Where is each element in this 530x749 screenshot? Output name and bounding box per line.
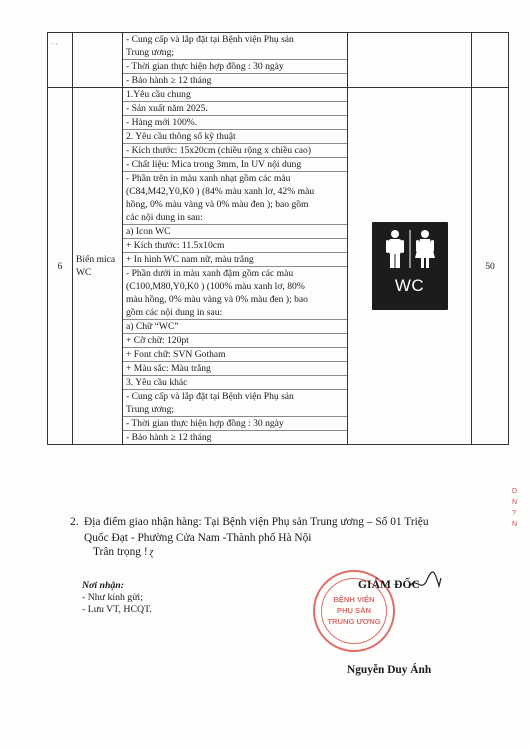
- description-line: gồm các nội dung in sau:: [126, 307, 223, 318]
- quantity-cell: [472, 88, 509, 445]
- stamp-line: PHỤ SẢN: [336, 606, 372, 615]
- description-line: - Thời gian thực hiện hợp đồng : 30 ngày: [123, 59, 347, 73]
- description-line: + Kích thước: 11.5x10cm: [123, 238, 347, 252]
- recipients-title: Nơi nhận:: [82, 580, 125, 591]
- description-cell: [123, 88, 348, 445]
- description-line: - Phần dưới in màu xanh đậm gồm các màu: [123, 266, 347, 280]
- director-title: GIÁM ĐỐC: [358, 579, 421, 591]
- stamp-line: TRUNG ƯƠNG: [327, 617, 381, 626]
- description-line: - Cung cấp và lắp đặt tại Bệnh viện Phụ sản: [123, 389, 347, 403]
- description-line: + Font chữ: SVN Gotham: [123, 347, 347, 361]
- description-line: - Chất liệu: Mica trong 3mm, In UV nội dung: [123, 157, 347, 171]
- edge-mark: ?: [512, 510, 516, 517]
- edge-mark: N: [512, 521, 518, 528]
- description-line: + Màu sắc: Màu trắng: [123, 361, 347, 375]
- description-line: màu hồng, 0% màu vàng và 0% màu đen ); bao: [126, 294, 308, 305]
- description-line: + In hình WC nam nữ, màu trắng: [123, 252, 347, 266]
- item-name-line: Biển mica: [76, 254, 116, 265]
- description-line: - Thời gian thực hiện hợp đồng : 30 ngày: [123, 416, 347, 430]
- stt-cell: [48, 88, 73, 445]
- delivery-paragraph: [70, 514, 504, 546]
- description-cell: [123, 33, 348, 88]
- recipient-item: - Lưu VT, HCQT.: [82, 604, 152, 615]
- name-cell: [73, 88, 123, 445]
- description-line: 2. Yêu cầu thông số kỹ thuật: [123, 129, 347, 143]
- corner-mark: . ,: [52, 40, 58, 46]
- initial-mark: ɀ: [149, 547, 154, 558]
- stt-cell: [48, 33, 73, 88]
- description-line: (C84,M42,Y0,K0 ) (84% màu xanh lơ, 42% màu: [126, 186, 315, 197]
- handwritten-signature: [405, 568, 445, 598]
- description-line: - Bảo hành ≥ 12 tháng: [123, 73, 347, 87]
- description-line: - Cung cấp và lắp đặt tại Bệnh viện Phụ sản: [126, 34, 294, 45]
- wc-sign-text: WC: [394, 276, 425, 295]
- description-line: Trung ương;: [126, 47, 175, 58]
- director-name: Nguyễn Duy Ánh: [347, 664, 432, 676]
- description-line: a) Icon WC: [123, 224, 347, 238]
- description-line: - Hàng mới 100%.: [123, 115, 347, 129]
- edge-mark: D: [512, 488, 518, 495]
- stamp-line: BỆNH VIỆN: [333, 595, 375, 604]
- closing-regards: [93, 546, 154, 558]
- recipients-block: [82, 580, 152, 616]
- paragraph-number: 2.: [70, 516, 79, 528]
- name-cell: [73, 33, 123, 88]
- description-line: Trung ương;: [126, 404, 175, 415]
- description-line: hồng, 0% màu vàng và 0% màu đen ); bao gồm: [126, 199, 309, 210]
- description-line: a) Chữ “WC”: [123, 319, 347, 333]
- wc-sign-image: [372, 222, 448, 310]
- description-line: - Kích thước: 15x20cm (chiều rộng x chiều cao): [123, 143, 347, 157]
- edge-marks: [512, 486, 517, 530]
- description-line: các nội dung in sau:: [126, 212, 203, 223]
- wc-people-icon: [372, 222, 448, 310]
- item-name-line: WC: [76, 267, 92, 278]
- row-number: 6: [57, 260, 63, 272]
- description-line: 3. Yêu cầu khác: [123, 375, 347, 389]
- description-line: - Phần trên in màu xanh nhạt gồm các màu: [123, 171, 347, 185]
- edge-mark: N: [512, 499, 518, 506]
- description-line: 1.Yêu cầu chung: [126, 89, 191, 100]
- table-row-continued: [48, 33, 509, 88]
- quantity-cell: [472, 33, 509, 88]
- quantity-value: 50: [485, 260, 495, 272]
- delivery-line: Quốc Đạt - Phường Cửa Nam -Thành phố Hà Nội: [84, 532, 312, 544]
- spec-table: [47, 32, 509, 445]
- delivery-line: Địa điểm giao nhận hàng: Tại Bệnh viện Phụ sản Trung ương – Số 01 Triệu: [84, 516, 429, 528]
- description-line: (C100,M80,Y0,K0 ) (100% màu xanh lơ, 80%: [126, 281, 305, 292]
- image-cell: [348, 88, 472, 445]
- description-line: - Sản xuất năm 2025.: [123, 101, 347, 115]
- table-row-6: [48, 88, 509, 445]
- image-cell: [348, 33, 472, 88]
- description-line: - Bảo hành ≥ 12 tháng: [123, 430, 347, 444]
- description-line: + Cỡ chữ: 120pt: [123, 333, 347, 347]
- regards-text: Trân trọng !: [93, 546, 148, 558]
- recipient-item: - Như kính gửi;: [82, 592, 143, 603]
